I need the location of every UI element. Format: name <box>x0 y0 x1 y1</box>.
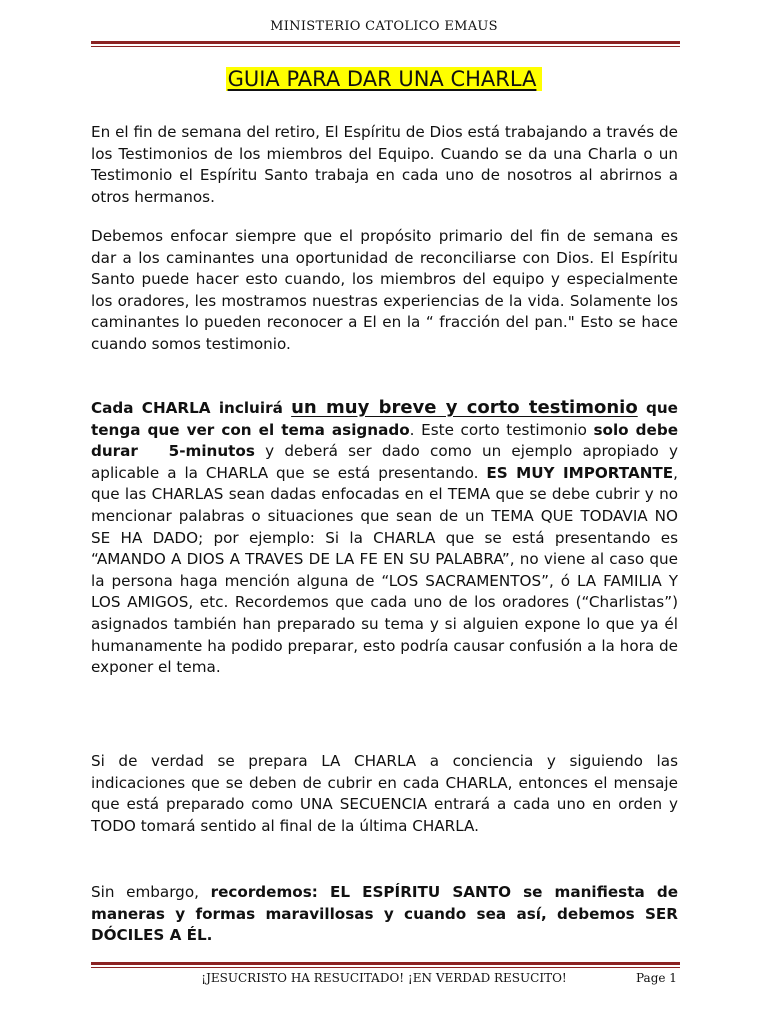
paragraph-4-text: Si de verdad se prepara LA CHARLA a conciencia y siguiendo las indicaciones que se deben de cubrir en cada CHARLA, entonces el mensaje que está preparado como UNA SECUENCIA entrará a cada uno en orden y TODO tomará sentido al final de la última CHARLA. <box>91 752 678 835</box>
p5-lead: Sin embargo, <box>91 883 211 901</box>
footer-text: ¡JESUCRISTO HA RESUCITADO! ¡EN VERDAD RESUCITO! <box>201 971 567 985</box>
p3-text-a: . Este corto testimonio <box>409 420 594 439</box>
p5-emphasis: recordemos: EL ESPÍRITU SANTO se manifiesta de maneras y formas maravillosas y cuando sea así, debemos SER DÓCILES A ÉL. <box>91 883 679 945</box>
page-number: Page 1 <box>636 971 677 985</box>
p3-gap <box>138 442 169 460</box>
document-title-text: GUIA PARA DAR UNA CHARLA <box>226 67 543 91</box>
paragraph-2 <box>91 226 678 356</box>
p3-emphasis-testimonio: un muy breve y corto testimonio <box>291 397 638 418</box>
p3-solo-debe-durar: solo debe durar <box>91 420 678 461</box>
p3-text-b: y deberá ser dado como un ejemplo apropiado y aplicable a la CHARLA que se está presentando. <box>91 442 678 482</box>
paragraph-1 <box>91 122 678 208</box>
paragraph-5 <box>91 882 678 947</box>
page-header: MINISTERIO CATOLICO EMAUS <box>270 19 498 34</box>
header-rule <box>91 41 680 47</box>
p3-lead: Cada CHARLA incluirá <box>91 399 292 417</box>
document-title <box>0 67 768 91</box>
p3-tema-asignado: que tenga que ver con el tema asignado <box>91 399 678 439</box>
p3-text-c: , que las CHARLAS sean dadas enfocadas en el TEMA que se debe cubrir y no mencionar palabras o situaciones que sean de un TEMA QUE TODAVIA NO SE HA DADO; por ejemplo: Si la CHARLA que se está presentando es “AMANDO A DIOS A TRAVES DE LA FE EN SU PALABRA”, no viene al caso que la persona haga mención alguna de “LOS SACRAMENTOS”, ó LA FAMILIA Y LOS AMIGOS, etc. Recordemos que cada uno de los oradores (“Charlistas”) asignados también han preparado su tema y si alguien expone lo que ya él humanamente ha podido preparar, esto podría causar confusión a la hora de exponer el tema. <box>91 463 678 677</box>
paragraph-3 <box>91 397 678 679</box>
paragraph-1-text: En el fin de semana del retiro, El Espíritu de Dios está trabajando a través de los Testimonios de los miembros del Equipo. Cuando se da una Charla o un Testimonio el Espíritu Santo trabaja en cada uno de nosotros al abrirnos a otros hermanos. <box>91 123 678 206</box>
p3-muy-importante: ES MUY IMPORTANTE <box>486 463 674 482</box>
p3-cinco-minutos: 5-minutos <box>168 442 255 461</box>
paragraph-2-text: Debemos enfocar siempre que el propósito primario del fin de semana es dar a los caminantes una oportunidad de reconciliarse con Dios. El Espíritu Santo puede hacer esto cuando, los miembros del equipo y especialmente los oradores, les mostramos nuestras experiencias de la vida. Solamente los caminantes lo pueden reconocer a El en la “ fracción del pan." Esto se hace cuando somos testimonio. <box>91 227 678 353</box>
paragraph-4 <box>91 751 678 837</box>
footer-rule <box>91 962 680 968</box>
